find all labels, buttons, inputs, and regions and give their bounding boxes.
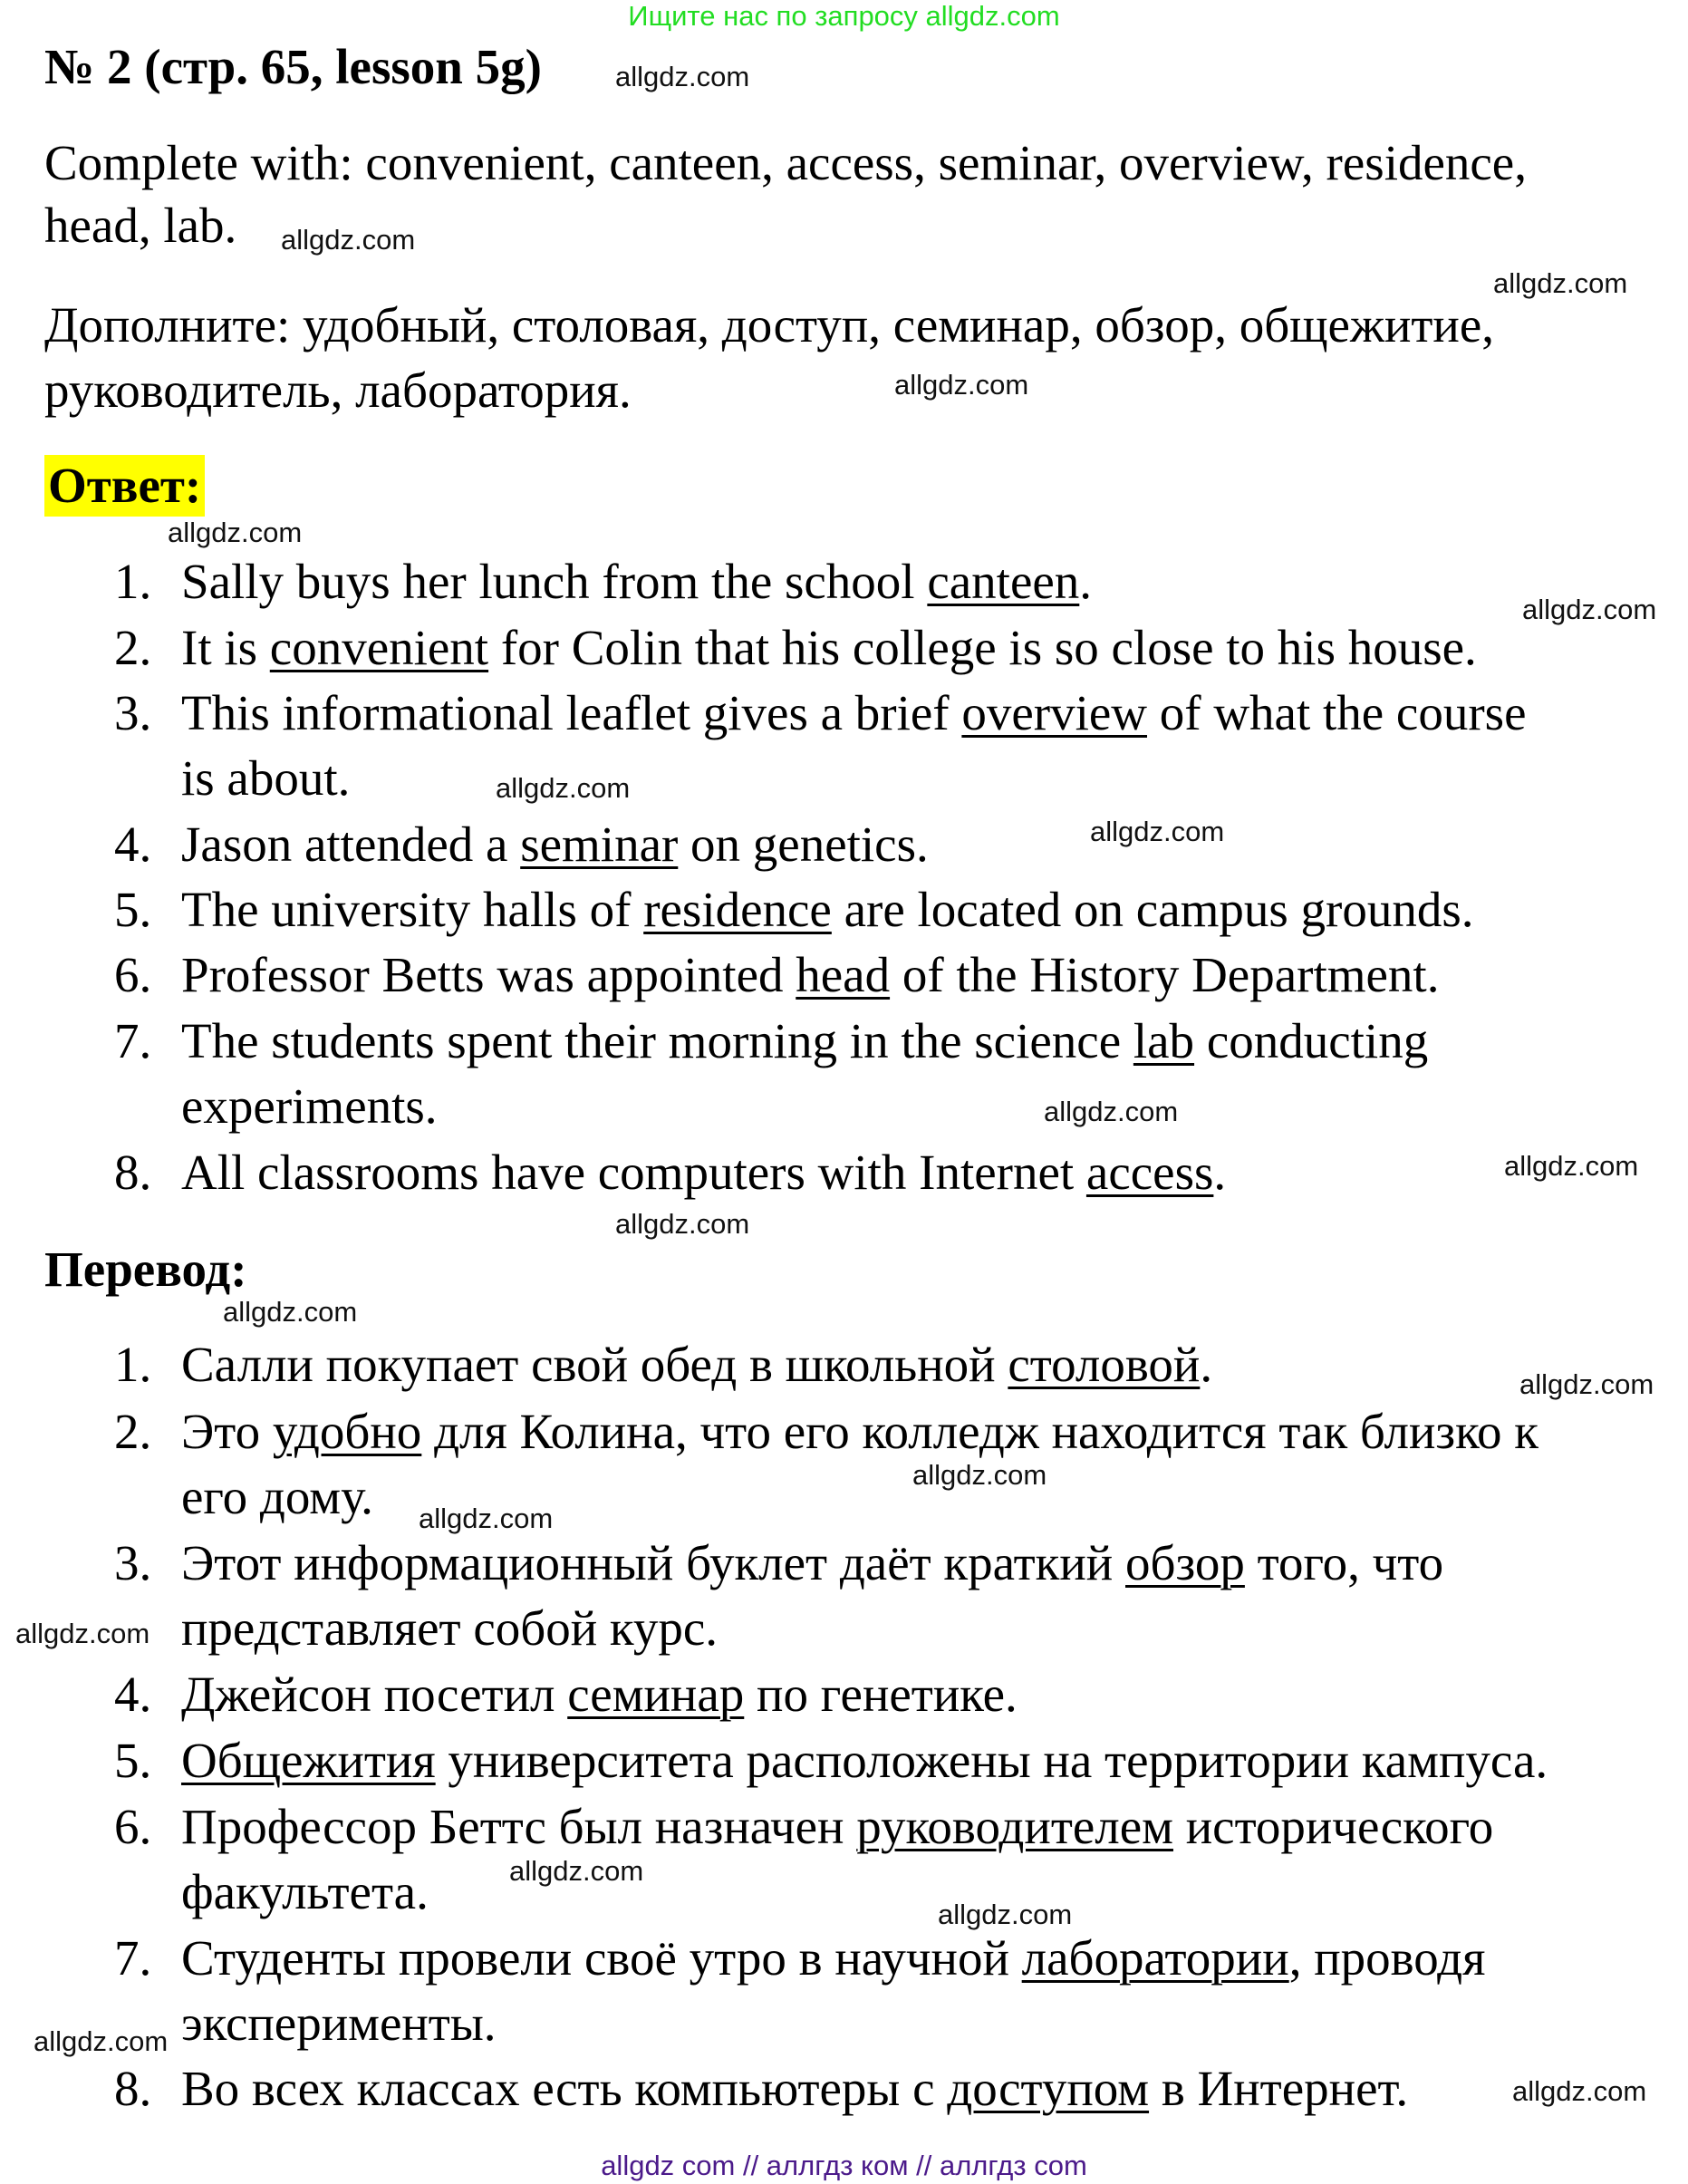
answer-heading: Ответ: bbox=[44, 455, 205, 517]
text-before: эксперименты. bbox=[181, 1996, 497, 2051]
watermark: allgdz.com bbox=[1090, 816, 1225, 847]
text-after: в Интернет. bbox=[1149, 2061, 1409, 2116]
item-line bbox=[181, 1864, 429, 1920]
text-before: is about. bbox=[181, 750, 351, 806]
text-before: представляет собой курс. bbox=[181, 1600, 719, 1656]
watermark: allgdz.com bbox=[509, 1855, 644, 1887]
watermark: allgdz.com bbox=[281, 224, 416, 256]
item-line bbox=[181, 817, 929, 873]
exercise-title: № 2 (стр. 65, lesson 5g) bbox=[44, 39, 542, 94]
item-line bbox=[181, 1078, 438, 1135]
underlined-answer: seminar bbox=[520, 817, 679, 872]
item-number: 8. bbox=[114, 2061, 152, 2116]
item-number: 4. bbox=[114, 1667, 152, 1722]
text-after: того, что bbox=[1244, 1535, 1444, 1590]
underlined-answer: доступом bbox=[947, 2061, 1150, 2116]
underlined-answer: семинар bbox=[567, 1667, 745, 1722]
watermark: allgdz.com bbox=[1504, 1150, 1639, 1182]
watermark: allgdz.com bbox=[1044, 1096, 1179, 1127]
item-number: 3. bbox=[114, 1535, 152, 1590]
item-line bbox=[181, 882, 1474, 938]
item-line bbox=[181, 1337, 1212, 1393]
item-number: 6. bbox=[114, 1799, 152, 1854]
item-line bbox=[181, 1733, 1548, 1789]
watermark: allgdz.com bbox=[1493, 267, 1628, 299]
text-after: по генетике. bbox=[744, 1667, 1018, 1722]
text-after: для Колина, что его колледж находится так близко к bbox=[421, 1404, 1539, 1459]
item-line bbox=[181, 1996, 497, 2052]
text-before: Professor Betts was appointed bbox=[181, 947, 796, 1002]
underlined-answer: head bbox=[796, 947, 891, 1002]
text-after: , проводя bbox=[1288, 1930, 1486, 1986]
underlined-answer: lab bbox=[1133, 1013, 1195, 1068]
watermark: allgdz.com bbox=[615, 1208, 750, 1240]
underlined-answer: обзор bbox=[1125, 1535, 1245, 1590]
item-line bbox=[181, 750, 350, 807]
text-before: Во всех классах есть компьютеры с bbox=[181, 2061, 948, 2116]
item-line bbox=[181, 1930, 1485, 1986]
item-number: 1. bbox=[114, 1337, 152, 1392]
underlined-answer: overview bbox=[961, 685, 1148, 740]
watermark: allgdz.com bbox=[419, 1503, 554, 1534]
text-before: Это bbox=[181, 1404, 273, 1459]
text-before: его дому. bbox=[181, 1469, 373, 1524]
underlined-answer: convenient bbox=[269, 620, 489, 675]
text-after: . bbox=[1200, 1337, 1213, 1392]
watermark: allgdz.com bbox=[1522, 594, 1657, 625]
item-line bbox=[181, 1145, 1226, 1201]
text-before: The university halls of bbox=[181, 882, 644, 937]
item-line bbox=[181, 1013, 1428, 1069]
item-number: 7. bbox=[114, 1013, 152, 1068]
watermark: allgdz.com bbox=[15, 1618, 150, 1649]
text-after: for Colin that his college is so close to his house. bbox=[488, 620, 1477, 675]
text-before: факультета. bbox=[181, 1864, 429, 1919]
search-banner[interactable]: Ищите нас по запросу allgdz.com bbox=[628, 0, 1060, 32]
text-after: . bbox=[1079, 554, 1093, 609]
watermark: allgdz.com bbox=[496, 772, 631, 804]
item-number: 1. bbox=[114, 554, 152, 609]
item-line bbox=[181, 1535, 1443, 1591]
item-number: 8. bbox=[114, 1145, 152, 1200]
task-en-line-1: Complete with: convenient, canteen, access, seminar, overview, residence, bbox=[44, 135, 1527, 190]
watermark: allgdz.com bbox=[912, 1459, 1047, 1491]
text-after: университета расположены на территории кампуса. bbox=[435, 1733, 1548, 1788]
underlined-answer: столовой bbox=[1008, 1337, 1201, 1392]
text-after: . bbox=[1213, 1145, 1227, 1200]
text-before: experiments. bbox=[181, 1078, 438, 1134]
text-before: Студенты провели своё утро в научной bbox=[181, 1930, 1022, 1986]
underlined-answer: удобно bbox=[272, 1404, 422, 1459]
watermark: allgdz.com bbox=[34, 2025, 169, 2057]
task-ru-line-2: руководитель, лаборатория. bbox=[44, 362, 632, 418]
item-number: 6. bbox=[114, 947, 152, 1002]
text-before: Джейсон посетил bbox=[181, 1667, 568, 1722]
item-line bbox=[181, 685, 1526, 741]
translation-heading: Перевод: bbox=[44, 1242, 247, 1297]
text-before: Sally buys her lunch from the school bbox=[181, 554, 928, 609]
underlined-answer: canteen bbox=[927, 554, 1080, 609]
text-before: The students spent their morning in the science bbox=[181, 1013, 1133, 1068]
text-after: conducting bbox=[1194, 1013, 1429, 1068]
footer-links[interactable]: allgdz com // аллгдз ком // аллгдз com bbox=[601, 2150, 1087, 2181]
text-before: Этот информационный буклет даёт краткий bbox=[181, 1535, 1125, 1590]
item-number: 2. bbox=[114, 620, 152, 675]
watermark: allgdz.com bbox=[1519, 1368, 1654, 1400]
text-before: Jason attended a bbox=[181, 817, 521, 872]
text-before: It is bbox=[181, 620, 270, 675]
watermark: allgdz.com bbox=[938, 1899, 1073, 1930]
watermark: allgdz.com bbox=[168, 517, 303, 548]
text-before: Салли покупает свой обед в школьной bbox=[181, 1337, 1008, 1392]
item-number: 2. bbox=[114, 1404, 152, 1459]
item-line bbox=[181, 2061, 1408, 2117]
item-number: 7. bbox=[114, 1930, 152, 1986]
text-after: of what the course bbox=[1147, 685, 1527, 740]
task-en-line-2: head, lab. bbox=[44, 198, 237, 253]
text-before: Профессор Беттс был назначен bbox=[181, 1799, 857, 1854]
item-number: 5. bbox=[114, 882, 152, 937]
underlined-answer: руководителем bbox=[856, 1799, 1173, 1854]
item-number: 5. bbox=[114, 1733, 152, 1788]
watermark: allgdz.com bbox=[894, 369, 1029, 401]
watermark: allgdz.com bbox=[223, 1296, 358, 1328]
item-line bbox=[181, 554, 1092, 610]
text-after: on genetics. bbox=[678, 817, 929, 872]
item-line bbox=[181, 1667, 1018, 1723]
item-line bbox=[181, 947, 1439, 1003]
text-after: are located on campus grounds. bbox=[831, 882, 1474, 937]
text-before: This informational leaflet gives a brief bbox=[181, 685, 962, 740]
text-after: исторического bbox=[1172, 1799, 1494, 1854]
item-line bbox=[181, 1600, 718, 1657]
underlined-answer: Общежития bbox=[181, 1733, 436, 1788]
text-after: of the History Department. bbox=[890, 947, 1440, 1002]
text-before: All classrooms have computers with Internet bbox=[181, 1145, 1086, 1200]
item-line bbox=[181, 1404, 1538, 1460]
underlined-answer: access bbox=[1085, 1145, 1214, 1200]
item-line bbox=[181, 620, 1477, 676]
watermark: allgdz.com bbox=[1512, 2075, 1647, 2107]
item-line bbox=[181, 1799, 1493, 1855]
item-line bbox=[181, 1469, 373, 1525]
item-number: 4. bbox=[114, 817, 152, 872]
underlined-answer: лаборатории bbox=[1021, 1930, 1289, 1986]
item-number: 3. bbox=[114, 685, 152, 740]
watermark: allgdz.com bbox=[615, 61, 750, 92]
task-ru-line-1: Дополните: удобный, столовая, доступ, семинар, обзор, общежитие, bbox=[44, 297, 1495, 353]
underlined-answer: residence bbox=[643, 882, 832, 937]
